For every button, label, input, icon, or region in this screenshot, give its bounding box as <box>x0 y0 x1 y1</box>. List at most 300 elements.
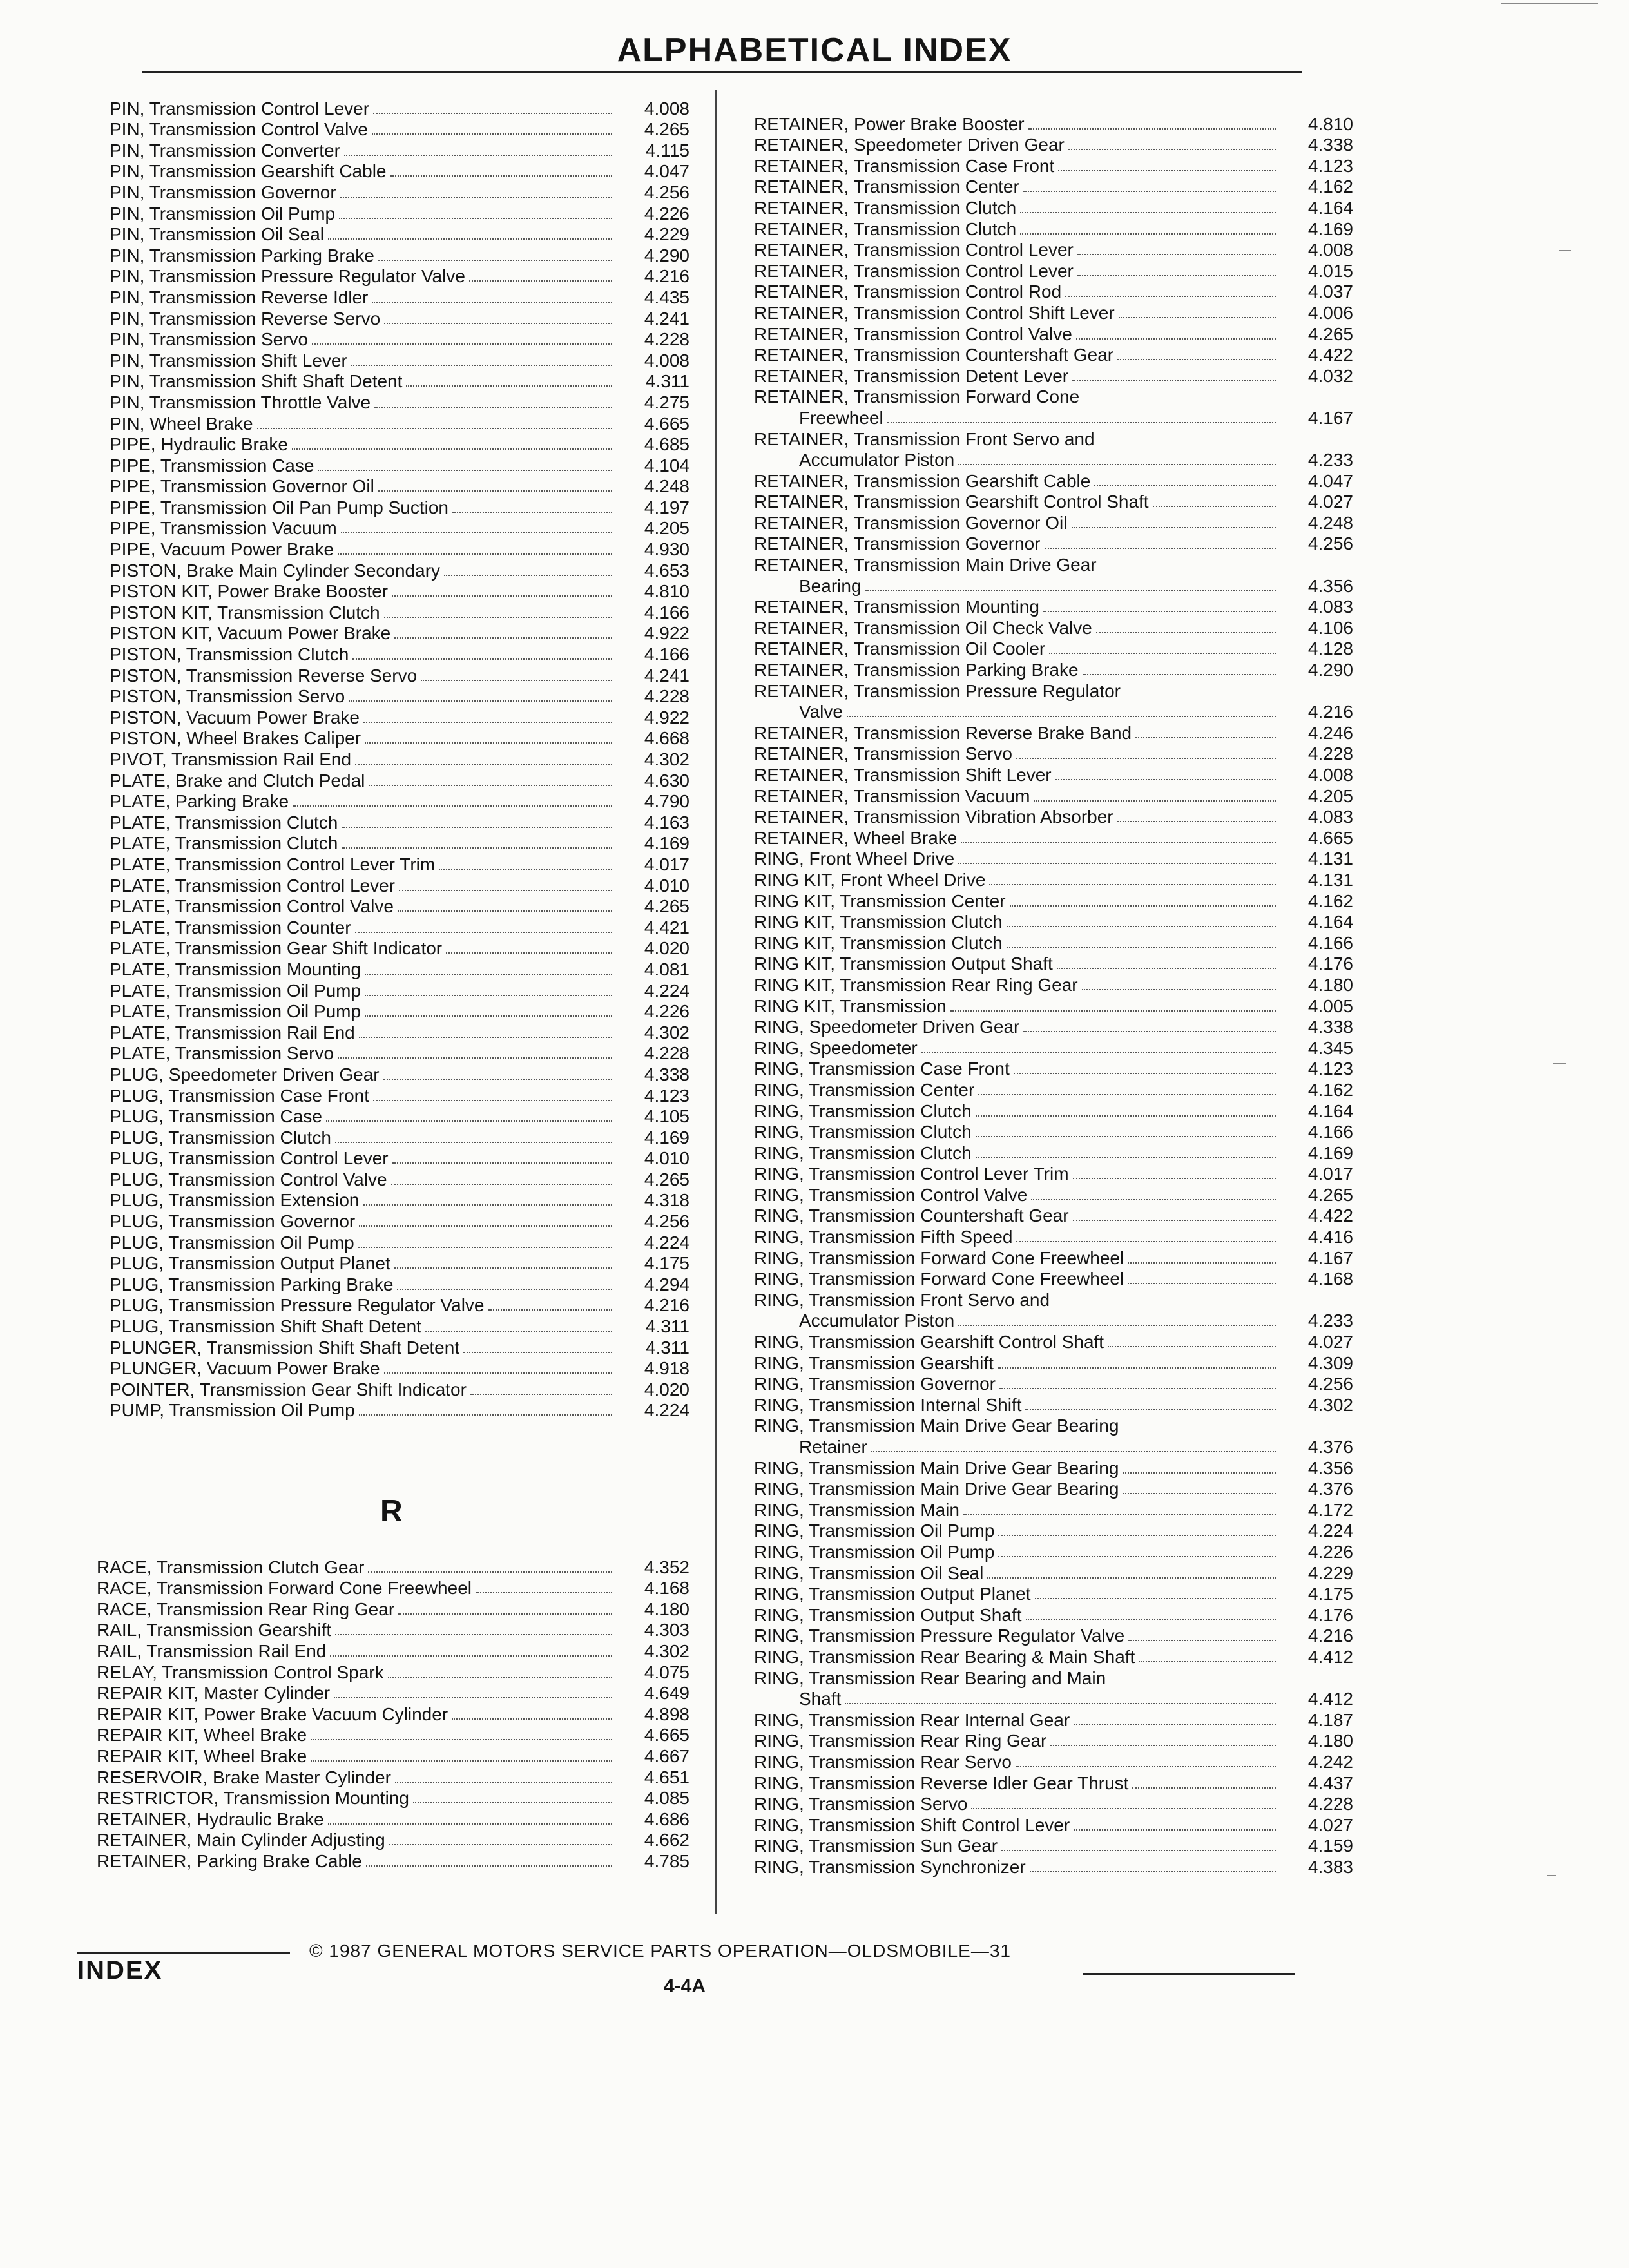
index-entry-name: RETAINER, Transmission Main Drive Gear <box>754 555 1097 575</box>
footer-page-number: 4-4A <box>664 1975 706 1997</box>
index-entry <box>754 1184 1353 1206</box>
dot-leader <box>1007 947 1276 948</box>
index-entry-name: REPAIR KIT, Wheel Brake <box>97 1725 307 1745</box>
index-entry-name: RETAINER, Transmission Oil Cooler <box>754 639 1046 659</box>
index-entry-page: 4.421 <box>644 917 689 937</box>
index-entry-page: 4.229 <box>644 224 689 245</box>
index-entry-name: PLUG, Transmission Output Planet <box>110 1253 390 1274</box>
index-entry-page: 4.318 <box>644 1190 689 1211</box>
index-entry-name: RING, Transmission Synchronizer <box>754 1856 1026 1877</box>
dot-leader <box>355 932 612 933</box>
index-entry-page: 4.166 <box>1307 1122 1353 1142</box>
index-entry-name: Accumulator Piston <box>799 1311 955 1331</box>
dot-leader <box>406 385 612 387</box>
index-entry <box>110 329 689 351</box>
index-entry-name: PLATE, Transmission Clutch <box>110 833 338 854</box>
index-entry-page: 4.256 <box>644 182 689 202</box>
index-entry-name: RETAINER, Transmission Oil Check Valve <box>754 617 1092 638</box>
dot-leader <box>987 1577 1276 1579</box>
index-entry <box>110 434 689 456</box>
index-entry <box>754 639 1353 660</box>
index-entry <box>754 1689 1353 1710</box>
dot-leader <box>366 1865 612 1867</box>
dot-leader <box>1026 1619 1277 1620</box>
dot-leader <box>998 1367 1276 1369</box>
dot-leader <box>349 700 612 702</box>
index-entry-name: RING KIT, Front Wheel Drive <box>754 869 986 890</box>
index-entry <box>754 1646 1353 1667</box>
dot-leader <box>373 1100 612 1101</box>
index-entry-name: PIN, Transmission Control Lever <box>110 98 370 119</box>
index-entry <box>754 197 1353 218</box>
dot-leader <box>1128 1262 1276 1264</box>
index-entry <box>754 1562 1353 1584</box>
index-entry-name: RETAINER, Transmission Governor <box>754 533 1041 554</box>
dot-leader <box>845 1703 1276 1704</box>
dot-leader <box>921 1052 1276 1053</box>
index-entry-name: RING KIT, Transmission Clutch <box>754 912 1003 932</box>
index-entry <box>754 1584 1353 1605</box>
dot-leader <box>421 680 612 681</box>
index-entry-name: RETAINER, Transmission Governor Oil <box>754 512 1068 533</box>
index-entry-page: 4.224 <box>644 1232 689 1253</box>
dot-leader <box>363 1204 613 1206</box>
index-entry <box>754 365 1353 387</box>
index-entry-name: RING KIT, Transmission Clutch <box>754 932 1003 953</box>
index-entry <box>754 218 1353 240</box>
scan-mark <box>1547 1875 1556 1876</box>
dot-leader <box>341 532 612 533</box>
dot-leader <box>1014 1073 1276 1074</box>
index-entry <box>754 1289 1353 1311</box>
index-entry-name: PLATE, Brake and Clutch Pedal <box>110 770 365 791</box>
dot-leader <box>963 1514 1276 1515</box>
index-entry-page: 4.224 <box>1307 1521 1353 1541</box>
index-entry-name: RELAY, Transmission Control Spark <box>97 1662 384 1682</box>
index-entry-page: 4.168 <box>1307 1269 1353 1289</box>
index-entry-name: RING, Transmission Governor <box>754 1374 996 1394</box>
index-entry-name: RETAINER, Transmission Control Valve <box>754 323 1072 344</box>
index-entry-page: 4.229 <box>1307 1562 1353 1583</box>
dot-leader <box>1117 359 1276 360</box>
index-entry-name: PIN, Wheel Brake <box>110 413 253 434</box>
dot-leader <box>340 197 612 198</box>
dot-leader <box>359 1037 612 1038</box>
index-entry-page: 4.311 <box>646 1316 689 1337</box>
dot-leader <box>978 1094 1276 1095</box>
index-entry <box>110 770 689 791</box>
dot-leader <box>383 1079 612 1080</box>
index-entry <box>110 1022 689 1043</box>
index-entry <box>110 1085 689 1106</box>
index-entry-page: 4.376 <box>1307 1479 1353 1499</box>
index-entry-page: 4.922 <box>644 623 689 644</box>
index-entry-name: RING, Transmission Rear Servo <box>754 1751 1012 1772</box>
index-entry-name: RETAINER, Hydraulic Brake <box>97 1809 324 1829</box>
dot-leader <box>355 764 612 765</box>
index-entry <box>97 1662 689 1683</box>
index-entry-page: 4.166 <box>1307 932 1353 953</box>
index-entry-name: Retainer <box>799 1437 867 1457</box>
index-entry-name: RING, Transmission Internal Shift <box>754 1394 1022 1415</box>
dot-leader <box>397 1289 612 1290</box>
index-entry <box>754 533 1353 555</box>
dot-leader <box>384 323 612 324</box>
index-entry-page: 4.172 <box>1307 1499 1353 1520</box>
index-entry-name: PIN, Transmission Governor <box>110 182 336 202</box>
index-entry <box>97 1578 689 1599</box>
dot-leader <box>1117 821 1276 822</box>
index-entry-name: PIPE, Transmission Case <box>110 455 314 476</box>
index-entry-name: RING, Transmission Rear Ring Gear <box>754 1731 1047 1751</box>
page-title: ALPHABETICAL INDEX <box>617 32 1012 69</box>
index-entry <box>754 807 1353 828</box>
index-entry <box>110 644 689 665</box>
index-entry <box>97 1640 689 1662</box>
index-entry-page: 4.290 <box>644 245 689 265</box>
right-index-column <box>754 113 1353 1878</box>
index-entry-page: 4.228 <box>644 686 689 707</box>
index-entry-page: 4.256 <box>1307 1374 1353 1394</box>
index-entry <box>754 470 1353 492</box>
index-entry <box>110 1337 689 1358</box>
dot-leader <box>365 1015 612 1017</box>
index-entry-page: 4.309 <box>1307 1352 1353 1373</box>
index-entry-page: 4.131 <box>1307 849 1353 869</box>
dot-leader <box>365 742 612 744</box>
index-entry-page: 4.228 <box>1307 1794 1353 1814</box>
index-entry-name: RING, Transmission Clutch <box>754 1142 972 1163</box>
index-entry-page: 4.810 <box>1307 113 1353 134</box>
index-entry-page: 4.383 <box>1307 1856 1353 1877</box>
dot-leader <box>1045 548 1277 549</box>
dot-leader <box>372 133 612 135</box>
index-entry <box>754 575 1353 597</box>
index-entry <box>754 302 1353 323</box>
dot-leader <box>446 952 612 954</box>
index-entry-page: 4.037 <box>1307 282 1353 302</box>
index-entry-name: RING, Transmission Reverse Idler Gear Thrust <box>754 1773 1129 1793</box>
index-entry-page: 4.167 <box>1307 1247 1353 1268</box>
index-entry <box>110 371 689 392</box>
index-entry <box>110 1274 689 1295</box>
index-entry-page: 4.241 <box>644 665 689 686</box>
index-entry <box>110 497 689 518</box>
index-entry-name: RETAINER, Main Cylinder Adjusting <box>97 1830 385 1850</box>
index-entry-page: 4.216 <box>1307 702 1353 722</box>
dot-leader <box>1123 1472 1276 1474</box>
dot-leader <box>390 175 613 177</box>
index-entry-page: 4.008 <box>1307 240 1353 260</box>
index-entry-name: PLATE, Transmission Clutch <box>110 812 338 832</box>
dot-leader <box>488 1309 613 1311</box>
index-entry-name: RING, Transmission Main <box>754 1499 959 1520</box>
index-entry <box>754 1814 1353 1836</box>
index-entry-name: RACE, Transmission Forward Cone Freewheel <box>97 1578 472 1599</box>
dot-leader <box>1030 1871 1276 1872</box>
index-entry-name: RETAINER, Transmission Shift Lever <box>754 765 1052 785</box>
index-entry <box>110 1232 689 1253</box>
index-entry-name: RING, Transmission Clutch <box>754 1100 972 1121</box>
dot-leader <box>399 890 612 891</box>
index-entry <box>754 135 1353 156</box>
index-entry <box>110 1400 689 1421</box>
index-entry-page: 4.159 <box>1307 1836 1353 1856</box>
index-entry-name: RING, Transmission Clutch <box>754 1122 972 1142</box>
index-entry-page: 4.302 <box>644 1022 689 1043</box>
dot-leader <box>392 595 612 597</box>
index-entry-page: 4.651 <box>644 1767 689 1787</box>
dot-leader <box>1123 1493 1276 1494</box>
dot-leader <box>871 1451 1276 1452</box>
index-entry <box>97 1830 689 1851</box>
index-entry-name: PLUG, Transmission Governor <box>110 1211 356 1232</box>
index-entry <box>97 1788 689 1809</box>
index-entry-page: 4.265 <box>1307 323 1353 344</box>
index-entry-page: 4.162 <box>1307 890 1353 911</box>
index-entry <box>110 455 689 476</box>
index-entry-page: 4.027 <box>1307 1332 1353 1352</box>
index-entry-page: 4.228 <box>1307 744 1353 764</box>
index-entry <box>754 428 1353 450</box>
index-entry-name: PISTON KIT, Transmission Clutch <box>110 602 380 622</box>
index-entry <box>754 1206 1353 1227</box>
index-entry <box>110 224 689 245</box>
index-entry-page: 4.376 <box>1307 1437 1353 1457</box>
index-entry <box>97 1767 689 1788</box>
index-entry-name: PLATE, Transmission Oil Pump <box>110 1001 361 1022</box>
index-entry-name: PLATE, Transmission Control Lever <box>110 875 395 896</box>
index-entry-page: 4.047 <box>644 161 689 182</box>
index-entry <box>110 266 689 287</box>
index-entry-page: 4.294 <box>644 1274 689 1294</box>
index-entry-name: PLATE, Transmission Counter <box>110 917 351 937</box>
index-entry-page: 4.338 <box>644 1064 689 1084</box>
index-entry-page: 4.162 <box>1307 1079 1353 1100</box>
index-entry-name: RETAINER, Transmission Vacuum <box>754 785 1030 806</box>
index-entry <box>754 1100 1353 1122</box>
index-entry <box>110 287 689 308</box>
dot-leader <box>887 422 1276 423</box>
index-entry-name: PLUG, Transmission Extension <box>110 1190 360 1211</box>
index-entry <box>754 1499 1353 1521</box>
dot-leader <box>1025 1409 1276 1410</box>
index-entry <box>754 282 1353 303</box>
index-entry <box>754 995 1353 1017</box>
index-entry-page: 4.233 <box>1307 1311 1353 1331</box>
index-entry <box>754 1164 1353 1185</box>
index-entry-name: RING, Transmission Countershaft Gear <box>754 1206 1069 1226</box>
index-entry-page: 4.416 <box>1307 1227 1353 1247</box>
index-entry-page: 4.785 <box>644 1850 689 1871</box>
dot-leader <box>1049 653 1276 654</box>
index-entry <box>754 1311 1353 1332</box>
dot-leader <box>989 884 1276 885</box>
dot-leader <box>351 365 612 366</box>
index-entry <box>97 1850 689 1872</box>
dot-leader <box>463 1352 612 1353</box>
index-entry-page: 4.922 <box>644 707 689 727</box>
index-entry-name: PIN, Transmission Oil Seal <box>110 224 324 245</box>
index-entry-page: 4.338 <box>1307 135 1353 155</box>
index-entry-page: 4.168 <box>644 1578 689 1599</box>
dot-leader <box>352 658 612 660</box>
dot-leader <box>311 1760 612 1762</box>
index-entry-name: RETAINER, Transmission Gearshift Cable <box>754 470 1091 491</box>
index-entry-name: RING, Transmission Center <box>754 1079 975 1100</box>
footer-rule-right <box>1083 1973 1295 1975</box>
dot-leader <box>330 1655 612 1657</box>
index-entry-page: 4.176 <box>1307 1604 1353 1625</box>
dot-leader <box>1153 506 1276 507</box>
index-entry-name: PLUNGER, Vacuum Power Brake <box>110 1358 380 1379</box>
index-entry-page: 4.790 <box>644 791 689 812</box>
index-entry-name: PLUG, Transmission Case Front <box>110 1085 370 1106</box>
index-entry-name: RING, Transmission Rear Bearing and Main <box>754 1667 1106 1688</box>
index-entry-name: PLUG, Transmission Pressure Regulator Valve <box>110 1295 485 1316</box>
index-entry-page: 4.015 <box>1307 260 1353 281</box>
index-entry-page: 4.081 <box>644 959 689 979</box>
index-entry <box>754 1374 1353 1395</box>
dot-leader <box>391 1184 612 1185</box>
index-entry-name: RING, Transmission Main Drive Gear Bearing <box>754 1416 1119 1436</box>
footer-index-label: INDEX <box>77 1956 163 1984</box>
dot-leader <box>293 805 612 807</box>
index-entry <box>754 890 1353 912</box>
index-entry-page: 4.918 <box>644 1358 689 1379</box>
index-entry-name: PISTON, Brake Main Cylinder Secondary <box>110 560 441 581</box>
dot-leader <box>958 1325 1276 1326</box>
index-entry-page: 4.256 <box>1307 533 1353 554</box>
dot-leader <box>1023 191 1276 192</box>
index-entry-page: 4.265 <box>644 896 689 917</box>
dot-leader <box>847 716 1276 717</box>
index-entry <box>97 1683 689 1704</box>
index-entry-page: 4.164 <box>1307 1100 1353 1121</box>
index-entry <box>754 450 1353 471</box>
index-entry-page: 4.246 <box>1307 722 1353 743</box>
index-entry-name: RING, Transmission Front Servo and <box>754 1289 1050 1310</box>
dot-leader <box>1072 380 1276 381</box>
index-entry-name: RETAINER, Power Brake Booster <box>754 113 1025 134</box>
dot-leader <box>328 238 612 240</box>
index-entry-page: 4.265 <box>644 119 689 140</box>
index-entry-name: RING, Transmission Control Valve <box>754 1184 1028 1205</box>
index-entry-page: 4.010 <box>644 875 689 896</box>
index-entry-name: RING, Transmission Oil Pump <box>754 1541 995 1562</box>
index-entry-page: 4.665 <box>644 413 689 434</box>
index-entry-name: REPAIR KIT, Wheel Brake <box>97 1745 307 1766</box>
index-entry <box>754 323 1353 345</box>
dot-leader <box>998 1556 1276 1557</box>
index-entry-page: 4.104 <box>644 455 689 476</box>
index-entry-name: RING, Transmission Gearshift Control Shaft <box>754 1332 1104 1352</box>
index-entry-page: 4.311 <box>646 1337 689 1358</box>
dot-leader <box>1020 233 1276 235</box>
index-entry-page: 4.128 <box>1307 639 1353 659</box>
index-entry <box>110 665 689 686</box>
dot-leader <box>359 1225 612 1227</box>
dot-leader <box>398 910 612 912</box>
index-entry-page: 4.226 <box>1307 1541 1353 1562</box>
index-entry-name: Shaft <box>799 1689 842 1709</box>
index-entry-page: 4.205 <box>644 518 689 539</box>
dot-leader <box>373 113 612 114</box>
index-entry-page: 4.248 <box>644 476 689 497</box>
dot-leader <box>339 218 612 219</box>
footer-rule-left <box>77 1952 290 1954</box>
index-entry <box>754 1773 1353 1794</box>
index-entry-name: PIPE, Transmission Governor Oil <box>110 476 374 497</box>
dot-leader <box>384 617 612 618</box>
index-entry-name: RETAINER, Transmission Reverse Brake Band <box>754 722 1132 743</box>
index-entry <box>110 875 689 896</box>
dot-leader <box>1043 611 1276 612</box>
index-entry-page: 4.685 <box>644 434 689 455</box>
index-entry <box>110 539 689 560</box>
index-entry <box>754 1059 1353 1080</box>
index-entry <box>754 1352 1353 1374</box>
index-entry-name: RING, Speedometer <box>754 1037 918 1058</box>
index-entry-name: PIN, Transmission Throttle Valve <box>110 392 371 412</box>
dot-leader <box>1020 212 1276 213</box>
dot-leader <box>1072 527 1277 528</box>
index-entry-page: 4.302 <box>1307 1394 1353 1415</box>
index-entry-name: PISTON KIT, Power Brake Booster <box>110 581 389 602</box>
index-entry-name: PLATE, Transmission Servo <box>110 1043 334 1064</box>
dot-leader <box>976 1115 1276 1117</box>
index-entry-page: 4.667 <box>644 1745 689 1766</box>
dot-leader <box>1023 1031 1276 1032</box>
index-entry <box>754 1604 1353 1626</box>
index-entry <box>754 1731 1353 1752</box>
index-entry <box>110 1358 689 1379</box>
index-entry-name: RETAINER, Transmission Center <box>754 177 1019 197</box>
column-divider <box>715 90 717 1914</box>
index-entry-name: PISTON KIT, Vacuum Power Brake <box>110 623 391 644</box>
index-entry <box>110 581 689 602</box>
dot-leader <box>384 1372 612 1374</box>
dot-leader <box>1058 170 1276 171</box>
index-entry-page: 4.356 <box>1307 1457 1353 1478</box>
index-entry <box>754 1856 1353 1878</box>
index-entry <box>110 1211 689 1232</box>
index-entry <box>110 1295 689 1316</box>
index-entry-page: 4.665 <box>1307 827 1353 848</box>
index-entry-name: PISTON, Transmission Clutch <box>110 644 349 665</box>
index-entry-page: 4.302 <box>644 1640 689 1661</box>
index-entry <box>110 1043 689 1064</box>
index-entry-page: 4.006 <box>1307 302 1353 323</box>
index-entry-page: 4.075 <box>644 1662 689 1682</box>
index-entry-page: 4.187 <box>1307 1709 1353 1730</box>
dot-leader <box>388 1677 612 1678</box>
scan-mark <box>1501 3 1598 4</box>
index-entry-name: RAIL, Transmission Gearshift <box>97 1620 332 1640</box>
index-entry <box>754 1226 1353 1247</box>
index-entry <box>110 917 689 938</box>
index-entry <box>110 518 689 539</box>
index-entry <box>110 308 689 329</box>
index-entry <box>97 1599 689 1620</box>
index-entry <box>754 177 1353 198</box>
dot-leader <box>359 1414 612 1416</box>
index-entry-name: PLUG, Transmission Clutch <box>110 1127 331 1148</box>
index-entry-name: PLUG, Speedometer Driven Gear <box>110 1064 380 1084</box>
index-entry-page: 4.020 <box>644 938 689 959</box>
index-entry <box>110 203 689 224</box>
index-entry <box>110 1001 689 1023</box>
